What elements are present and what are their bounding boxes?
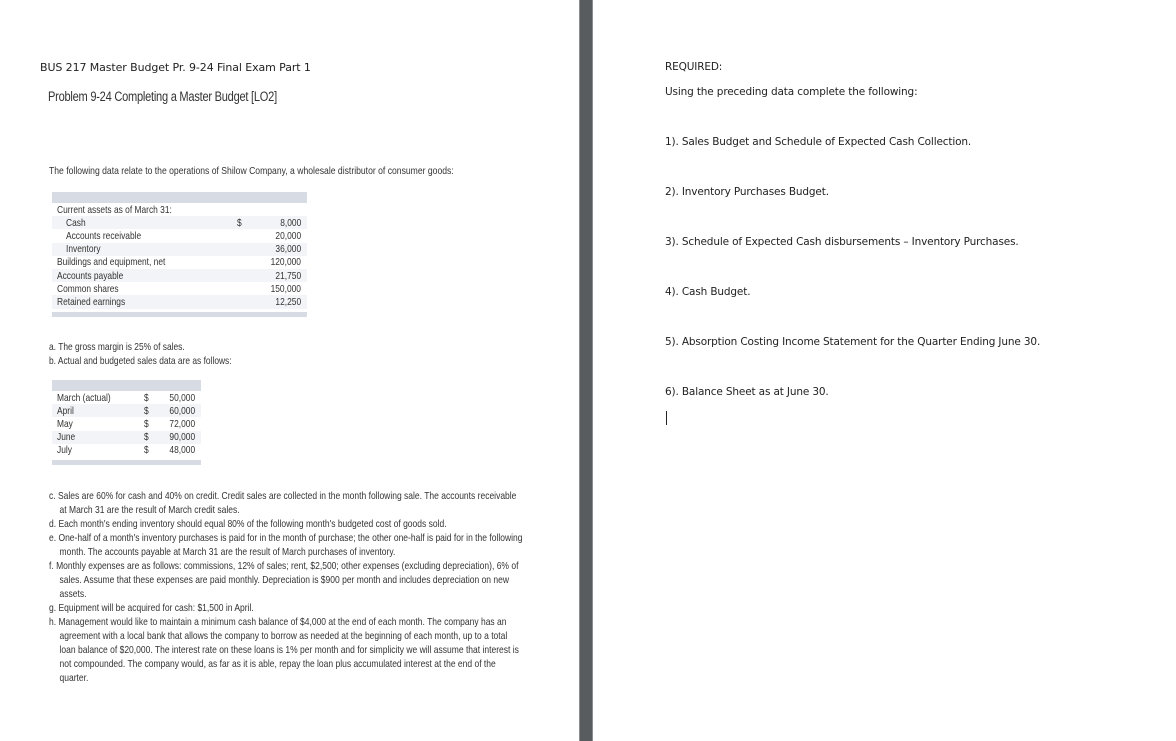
page-divider [579,0,593,741]
required-item-3: 3). Schedule of Expected Cash disbursements – Inventory Purchases. [665,236,1019,248]
required-instruction: Using the preceding data complete the following: [665,86,918,98]
table-row: Buildings and equipment, net 120,000 [57,256,301,269]
notes-c-to-h [49,489,523,685]
note-d: d. Each month's ending inventory should equal 80% of the following month's budgeted cost of goods sold. [49,518,447,530]
table-header-band [52,380,201,391]
table-header-band [52,192,307,203]
table-row: Current assets as of March 31: [57,203,172,216]
note-f: f. Monthly expenses are as follows: commissions, 12% of sales; rent, $2,500; other expenses (excluding depreciation), 6% of sales. Assume that these expenses are paid monthly. Depreciation is $900 per month and includes depreciation on new assets. [49,560,519,600]
required-item-1: 1). Sales Budget and Schedule of Expected Cash Collection. [665,136,972,148]
required-item-5: 5). Absorption Costing Income Statement for the Quarter Ending June 30. [665,336,1041,348]
table-row: Accounts payable 21,750 [52,269,307,282]
table-footer-band [52,312,307,317]
sales-table [52,380,201,465]
balance-sheet-table [52,192,307,317]
table-row: March (actual) $ 50,000 [57,391,195,404]
table-row: Inventory 36,000 [52,243,307,256]
right-document-page[interactable] [593,0,1176,741]
required-item-6: 6). Balance Sheet as at June 30. [665,386,829,398]
note-g: g. Equipment will be acquired for cash: $1,500 in April. [49,602,254,614]
table-row: May $ 72,000 [57,417,195,430]
table-row: July $ 48,000 [57,444,195,457]
table-footer-band [52,460,201,465]
table-row: Retained earnings 12,250 [52,295,307,308]
note-e: e. One-half of a month's inventory purchases is paid for in the month of purchase; the other one-half is paid for in the following month. The accounts payable at March 31 are the result of March purchases of inventory. [49,532,523,558]
table-row: June $ 90,000 [52,431,201,444]
text-cursor[interactable] [666,411,667,425]
required-heading: REQUIRED: [665,61,723,73]
note-a: a. The gross margin is 25% of sales. [49,341,185,353]
note-b: b. Actual and budgeted sales data are as follows: [49,355,232,367]
table-row: Common shares 150,000 [57,282,301,295]
required-item-4: 4). Cash Budget. [665,286,751,298]
problem-title: Problem 9-24 Completing a Master Budget [LO2] [48,89,277,104]
intro-text: The following data relate to the operations of Shilow Company, a wholesale distributor of consumer goods: [49,165,454,177]
document-title: BUS 217 Master Budget Pr. 9-24 Final Exam Part 1 [40,61,311,74]
note-h: h. Management would like to maintain a minimum cash balance of $4,000 at the end of each month. The company has an agreement with a local bank that allows the company to borrow as needed at the beginning of each month, up to a total loan balance of $20,000. The interest rate on these loans is 1% per month and for simplicity we will assume that interest is not compounded. The company would, as far as it is able, repay the loan plus accumulated interest at the end of the quarter. [49,616,519,684]
required-item-2: 2). Inventory Purchases Budget. [665,186,829,198]
note-c: c. Sales are 60% for cash and 40% on credit. Credit sales are collected in the month following sale. The accounts receivable at March 31 are the result of March credit sales. [49,490,517,516]
table-row: Cash $ 8,000 [52,216,307,229]
left-document-page [0,0,579,741]
table-row: April $ 60,000 [52,404,201,417]
table-row: Accounts receivable 20,000 [66,229,301,242]
